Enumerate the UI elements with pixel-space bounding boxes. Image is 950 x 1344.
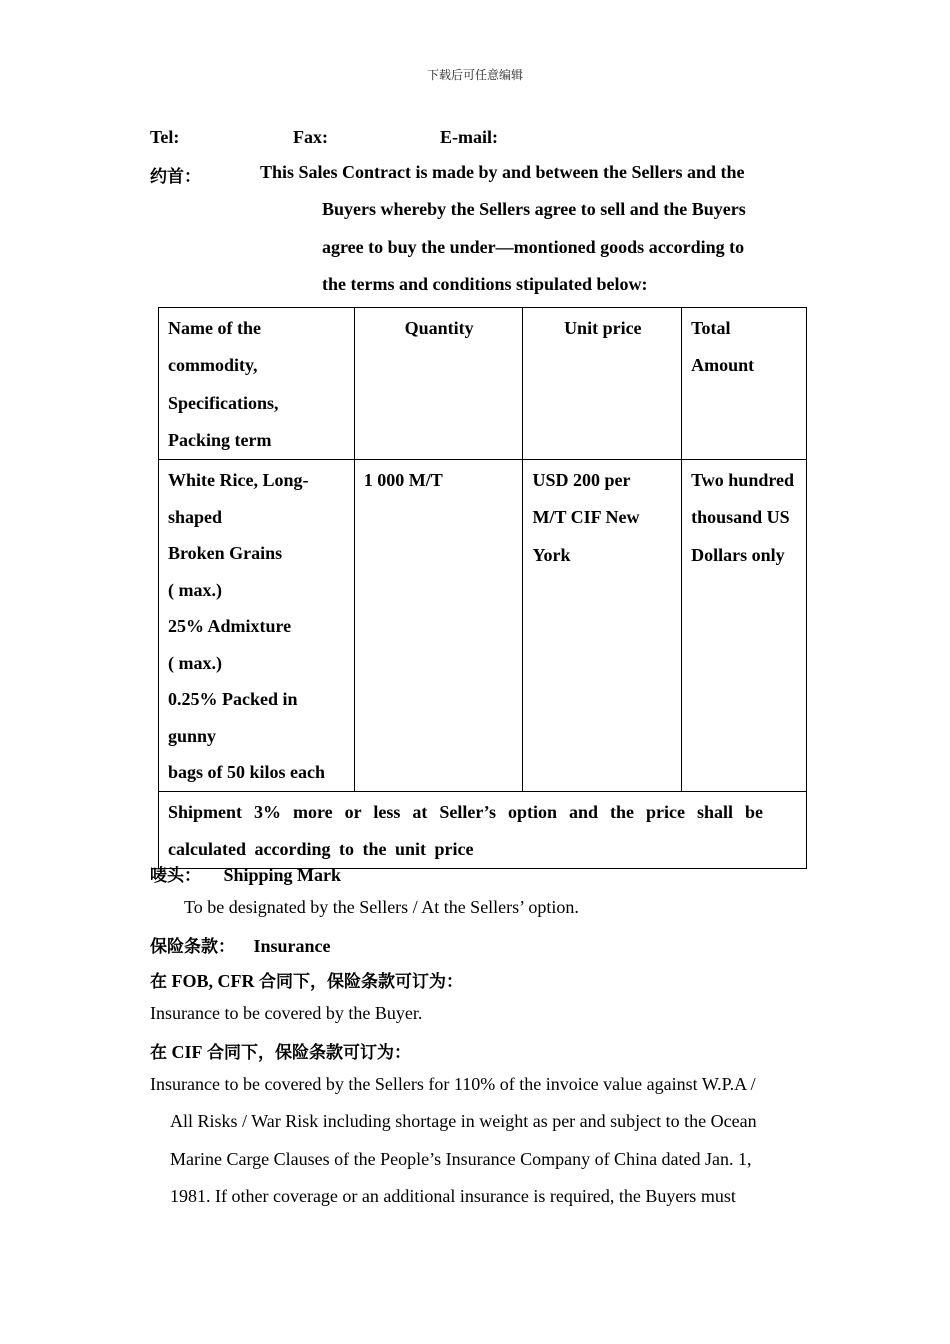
commodity-text: 25% Admixture [168,616,292,637]
commodity-text: bags of 50 kilos each [168,762,326,783]
header-quantity-cell: Quantity [354,308,523,460]
price-text: USD 200 per [532,470,631,491]
total-text: Two hundred [691,470,795,491]
goods-table [158,307,807,869]
insurance-label-en: Insurance [253,936,331,956]
header-total-cell [682,308,807,460]
cif-suffix: 合同下，保险条款可订为： [207,1043,411,1063]
insurance-label-cn: 保险条款： [150,937,235,957]
total-amount-cell [682,460,807,792]
preamble-text [260,154,790,303]
download-note: 下载后可任意编辑 [426,68,523,82]
commodity-text: ( max.) [168,652,222,673]
cif-clause-heading [150,1038,411,1063]
email-label: E-mail: [440,127,498,147]
commodity-text: gunny [168,725,217,746]
commodity-cell [159,460,355,792]
table-row [159,460,807,792]
cif-clause-line: All Risks / War Risk including shortage in weight as per and subject to the Ocean [170,1111,757,1132]
preamble-label: 约首： [150,167,201,187]
header-unit-price-cell: Unit price [523,308,682,460]
header-text: Name of the [168,318,261,338]
fob-clause-text: Insurance to be covered by the Buyer. [150,1003,423,1023]
price-text: M/T CIF New [532,507,640,528]
commodity-text: 0.25% Packed in [168,689,298,710]
fax-label: Fax: [293,127,328,147]
cif-clause-text [150,1066,810,1215]
commodity-text: White Rice, Long- [168,470,309,491]
header-text: commodity, [168,355,258,376]
table-header-row [159,308,807,460]
cif-prefix: 在 [150,1043,167,1063]
preamble-line: agree to buy the under—montioned goods according to [322,236,745,257]
fob-terms: FOB, CFR [171,971,255,991]
header-text: Total [691,318,731,338]
preamble-line: the terms and conditions stipulated below: [322,273,648,294]
commodity-text: shaped [168,506,223,527]
total-text: Dollars only [691,544,785,565]
quantity-cell: 1 000 M/T [354,460,523,792]
cif-clause-line: 1981. If other coverage or an additional insurance is required, the Buyers must [170,1185,736,1206]
fob-prefix: 在 [150,972,167,992]
shipping-mark-label-en: Shipping Mark [223,865,342,885]
total-text: thousand US [691,507,790,528]
shipping-mark-label-cn: 唛头： [150,866,201,886]
shipping-mark-text: To be designated by the Sellers / At the Sellers’ option. [184,897,579,917]
commodity-text: Broken Grains [168,543,283,564]
commodity-text: ( max.) [168,579,222,600]
unit-price-cell [523,460,682,792]
insurance-heading [150,932,331,957]
shipment-tolerance-row [159,791,807,869]
preamble-line: Buyers whereby the Sellers agree to sell and the Buyers [322,199,746,220]
header-text: Specifications, [168,392,279,413]
tel-label: Tel: [150,127,180,147]
fob-clause-heading [150,967,463,992]
cif-terms: CIF [171,1042,203,1062]
fob-suffix: 合同下，保险条款可订为： [259,972,463,992]
shipping-mark-heading [150,861,341,886]
cif-clause-line: Marine Carge Clauses of the People’s Insurance Company of China dated Jan. 1, [170,1148,752,1169]
header-text: Packing term [168,429,272,450]
header-name-cell [159,308,355,460]
shipment-tolerance-cell: Shipment 3% more or less at Seller’s option and the price shall be calculated according to the unit price [159,791,807,869]
cif-clause-line: Insurance to be covered by the Sellers for 110% of the invoice value against W.P.A / [150,1074,756,1094]
preamble-line: This Sales Contract is made by and between the Sellers and the [260,162,745,182]
header-text: Amount [691,355,755,376]
price-text: York [532,544,571,565]
